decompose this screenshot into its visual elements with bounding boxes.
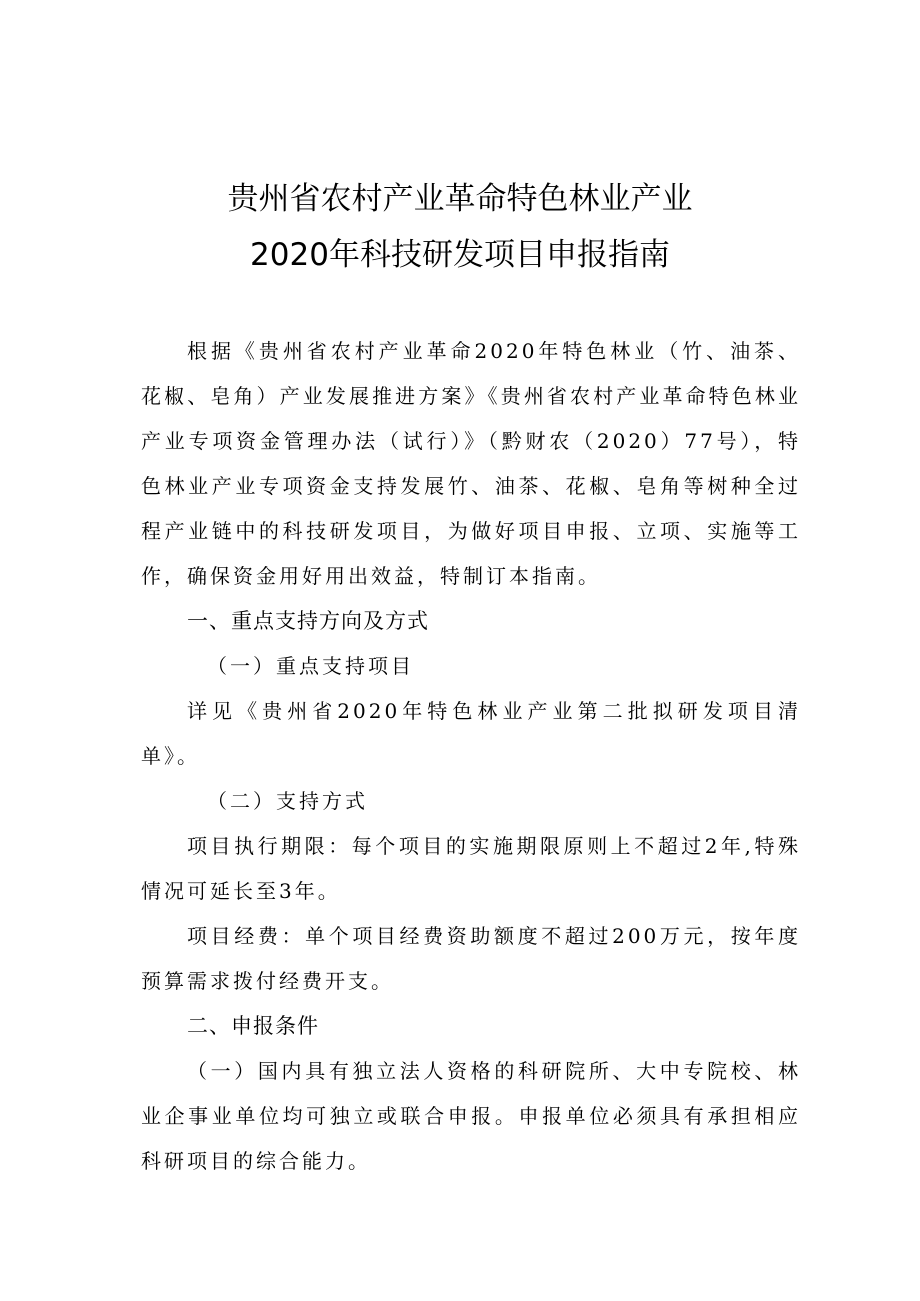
section-2-item-1: （一）国内具有独立法人资格的科研院所、大中专院校、林业企事业单位均可独立或联合申报。申报单位必须具有承担相应科研项目的综合能力。 <box>141 1059 801 1173</box>
document-body <box>141 329 801 1184</box>
intro-paragraph: 根据《贵州省农村产业革命2020年特色林业（竹、油茶、花椒、皂角）产业发展推进方案》《贵州省农村产业革命特色林业产业专项资金管理办法（试行）》（黔财农（2020）77号），特色林业产业专项资金支持发展竹、油茶、花椒、皂角等树种全过程产业链中的科技研发项目，为做好项目申报、立项、实施等工作，确保资金用好用出效益，特制订本指南。 <box>141 339 801 588</box>
project-funding-paragraph: 项目经费：单个项目经费资助额度不超过200万元，按年度预算需求拨付经费开支。 <box>141 924 801 993</box>
project-period-paragraph: 项目执行期限：每个项目的实施期限原则上不超过2年,特殊情况可延长至3年。 <box>141 834 801 903</box>
section-1-sub-2-heading: （二）支持方式 <box>207 789 368 813</box>
section-1-sub-1-text: 详见《贵州省2020年特色林业产业第二批拟研发项目清单》。 <box>141 699 801 768</box>
section-1-heading: 一、重点支持方向及方式 <box>187 609 429 633</box>
document-title-line-2: 2020年科技研发项目申报指南 <box>250 237 670 273</box>
section-2-heading: 二、申报条件 <box>187 1014 319 1038</box>
section-1-sub-1-heading: （一）重点支持项目 <box>207 654 414 678</box>
document-title-line-1: 贵州省农村产业革命特色林业产业 <box>227 181 693 217</box>
